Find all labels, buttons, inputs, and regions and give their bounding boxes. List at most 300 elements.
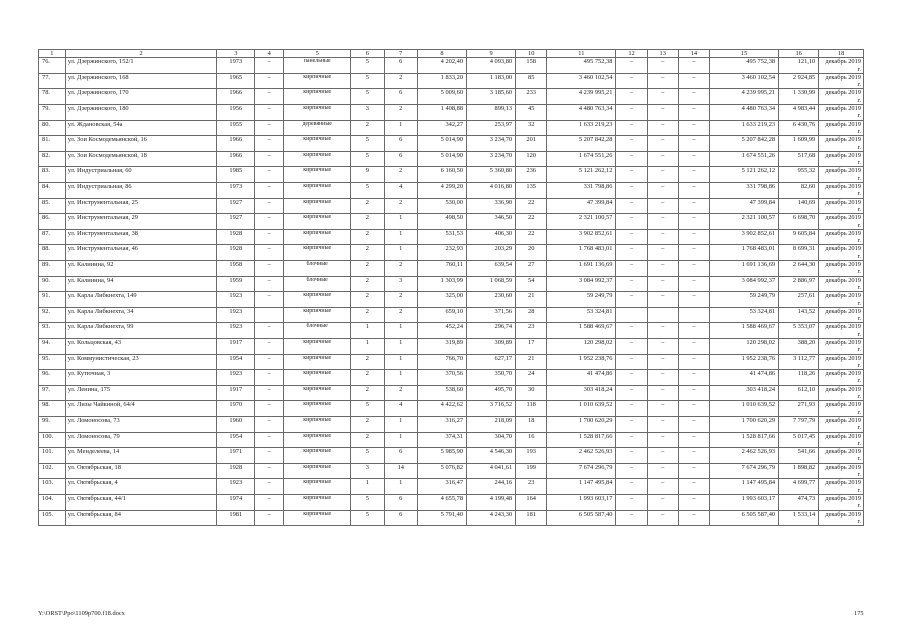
floors-cell: 2 [351, 292, 384, 308]
living-area-cell: 639,54 [467, 261, 516, 277]
floors-cell: 2 [351, 245, 384, 261]
table-row [39, 229, 864, 245]
wall-material-cell: кирпичные [284, 510, 351, 526]
entrances-cell: 1 [384, 323, 417, 339]
table-row [39, 89, 864, 105]
total-cost-cell: 1 993 603,17 [547, 494, 616, 510]
wall-material-cell: кирпичные [284, 385, 351, 401]
owner-cost-cell: – [678, 338, 709, 354]
row-number-cell: 77. [39, 73, 66, 89]
completion-date-cell: декабрь 2019 г. [819, 323, 864, 339]
owner-cost-cell: – [678, 323, 709, 339]
owner-cost-cell: – [678, 416, 709, 432]
column-number-header: 13 [647, 50, 678, 58]
address-cell: ул. Октябрьская, 4 [65, 479, 217, 495]
build-year-cell: 1971 [217, 448, 255, 464]
document-path: Y:\ORST\Ppo\1109p700.f18.docx [38, 610, 125, 617]
owner-cost-cell: – [678, 198, 709, 214]
capital-cost-cell: 1 633 219,23 [710, 120, 779, 136]
entrances-cell: 1 [384, 370, 417, 386]
wall-material-cell: кирпичные [284, 338, 351, 354]
living-area-cell: 5 360,80 [467, 167, 516, 183]
living-area-cell: 899,13 [467, 105, 516, 121]
capital-cost-cell: 6 505 587,40 [710, 510, 779, 526]
year-reconstruction-cell: – [255, 323, 284, 339]
cost-per-sqm-cell: 3 112,77 [779, 354, 819, 370]
total-area-cell: 232,93 [418, 245, 467, 261]
living-area-cell: 3 716,52 [467, 401, 516, 417]
wall-material-cell: кирпичные [284, 89, 351, 105]
residents-cell: 21 [516, 354, 547, 370]
entrances-cell: 2 [384, 307, 417, 323]
row-number-cell: 81. [39, 136, 66, 152]
total-area-cell: 316,47 [418, 479, 467, 495]
year-reconstruction-cell: – [255, 229, 284, 245]
year-reconstruction-cell: – [255, 276, 284, 292]
floors-cell: 5 [351, 151, 384, 167]
table-row [39, 416, 864, 432]
column-number-header: 5 [284, 50, 351, 58]
completion-date-cell: декабрь 2019 г. [819, 183, 864, 199]
cost-per-sqm-cell: 612,10 [779, 385, 819, 401]
entrances-cell: 1 [384, 354, 417, 370]
residents-cell: 30 [516, 385, 547, 401]
budget-cost-cell: – [647, 432, 678, 448]
address-cell: ул. Инструментальная, 29 [65, 214, 217, 230]
cost-per-sqm-cell: 2 886,97 [779, 276, 819, 292]
row-number-cell: 94. [39, 338, 66, 354]
total-cost-cell: 1 674 551,26 [547, 151, 616, 167]
build-year-cell: 1923 [217, 307, 255, 323]
year-reconstruction-cell: – [255, 198, 284, 214]
total-cost-cell: 1 952 238,76 [547, 354, 616, 370]
address-cell: ул. Калинина, 94 [65, 276, 217, 292]
living-area-cell: 4 546,30 [467, 448, 516, 464]
year-reconstruction-cell: – [255, 214, 284, 230]
fund-cost-cell: – [616, 292, 647, 308]
capital-cost-cell: 495 752,38 [710, 58, 779, 74]
capital-cost-cell: 1 691 136,69 [710, 261, 779, 277]
fund-cost-cell: – [616, 448, 647, 464]
completion-date-cell: декабрь 2019 г. [819, 510, 864, 526]
budget-cost-cell: – [647, 370, 678, 386]
total-cost-cell: 2 321 100,57 [547, 214, 616, 230]
owner-cost-cell: – [678, 120, 709, 136]
completion-date-cell: декабрь 2019 г. [819, 245, 864, 261]
residents-cell: 199 [516, 463, 547, 479]
budget-cost-cell: – [647, 261, 678, 277]
living-area-cell: 495,70 [467, 385, 516, 401]
cost-per-sqm-cell: 2 924,85 [779, 73, 819, 89]
fund-cost-cell: – [616, 510, 647, 526]
column-number-header: 9 [467, 50, 516, 58]
entrances-cell: 1 [384, 479, 417, 495]
budget-cost-cell: – [647, 214, 678, 230]
fund-cost-cell: – [616, 151, 647, 167]
address-cell: ул. Ленина, 175 [65, 385, 217, 401]
budget-cost-cell: – [647, 167, 678, 183]
entrances-cell: 1 [384, 416, 417, 432]
wall-material-cell: кирпичные [284, 229, 351, 245]
year-reconstruction-cell: – [255, 183, 284, 199]
total-cost-cell: 5 207 842,28 [547, 136, 616, 152]
entrances-cell: 1 [384, 120, 417, 136]
wall-material-cell: кирпичные [284, 416, 351, 432]
row-number-cell: 78. [39, 89, 66, 105]
table-row [39, 338, 864, 354]
row-number-cell: 91. [39, 292, 66, 308]
year-reconstruction-cell: – [255, 510, 284, 526]
owner-cost-cell: – [678, 183, 709, 199]
living-area-cell: 3 185,60 [467, 89, 516, 105]
address-cell: ул. Дзержинского, 170 [65, 89, 217, 105]
floors-cell: 2 [351, 120, 384, 136]
residents-cell: 135 [516, 183, 547, 199]
fund-cost-cell: – [616, 89, 647, 105]
budget-cost-cell: – [647, 229, 678, 245]
total-area-cell: 530,00 [418, 198, 467, 214]
floors-cell: 2 [351, 261, 384, 277]
budget-cost-cell: – [647, 494, 678, 510]
residents-cell: 45 [516, 105, 547, 121]
cost-per-sqm-cell: 143,52 [779, 307, 819, 323]
cost-per-sqm-cell: 1 533,14 [779, 510, 819, 526]
completion-date-cell: декабрь 2019 г. [819, 494, 864, 510]
table-row [39, 276, 864, 292]
column-number-row [39, 50, 864, 58]
wall-material-cell: кирпичные [284, 432, 351, 448]
row-number-cell: 102. [39, 463, 66, 479]
table-row [39, 183, 864, 199]
wall-material-cell: кирпичные [284, 307, 351, 323]
build-year-cell: 1985 [217, 167, 255, 183]
residents-cell: 22 [516, 214, 547, 230]
address-cell: ул. Менделеева, 14 [65, 448, 217, 464]
year-reconstruction-cell: – [255, 401, 284, 417]
address-cell: ул. Ждановская, 54а [65, 120, 217, 136]
floors-cell: 2 [351, 416, 384, 432]
residents-cell: 21 [516, 292, 547, 308]
budget-cost-cell: – [647, 198, 678, 214]
build-year-cell: 1927 [217, 198, 255, 214]
table-row [39, 292, 864, 308]
row-number-cell: 87. [39, 229, 66, 245]
owner-cost-cell: – [678, 494, 709, 510]
year-reconstruction-cell [255, 307, 284, 323]
cost-per-sqm-cell: 1 609,99 [779, 136, 819, 152]
entrances-cell: 6 [384, 136, 417, 152]
address-cell: ул. Карла Либкнехта, 34 [65, 307, 217, 323]
wall-material-cell: кирпичные [284, 494, 351, 510]
completion-date-cell: декабрь 2019 г. [819, 416, 864, 432]
owner-cost-cell: – [678, 245, 709, 261]
entrances-cell: 6 [384, 89, 417, 105]
wall-material-cell: деревянные [284, 120, 351, 136]
table-row [39, 448, 864, 464]
entrances-cell: 6 [384, 510, 417, 526]
fund-cost-cell: – [616, 58, 647, 74]
owner-cost-cell: – [678, 401, 709, 417]
completion-date-cell: декабрь 2019 г. [819, 385, 864, 401]
table-row [39, 307, 864, 323]
build-year-cell: 1973 [217, 58, 255, 74]
table-row [39, 105, 864, 121]
owner-cost-cell: – [678, 354, 709, 370]
capital-cost-cell: 2 321 100,57 [710, 214, 779, 230]
table-body [39, 58, 864, 526]
completion-date-cell: декабрь 2019 г. [819, 73, 864, 89]
address-cell: ул. Инструментальная, 25 [65, 198, 217, 214]
budget-cost-cell: – [647, 73, 678, 89]
wall-material-cell: кирпичные [284, 105, 351, 121]
cost-per-sqm-cell: 388,20 [779, 338, 819, 354]
address-cell: ул. Дзержинского, 152/1 [65, 58, 217, 74]
cost-per-sqm-cell: 4 983,44 [779, 105, 819, 121]
table-row [39, 354, 864, 370]
year-reconstruction-cell: – [255, 105, 284, 121]
fund-cost-cell: – [616, 198, 647, 214]
owner-cost-cell: – [678, 136, 709, 152]
living-area-cell: 1 068,59 [467, 276, 516, 292]
total-area-cell: 659,10 [418, 307, 467, 323]
cost-per-sqm-cell: 5 353,07 [779, 323, 819, 339]
living-area-cell: 350,70 [467, 370, 516, 386]
floors-cell: 2 [351, 370, 384, 386]
wall-material-cell: кирпичные [284, 245, 351, 261]
column-number-header: 6 [351, 50, 384, 58]
column-number-header: 8 [418, 50, 467, 58]
fund-cost-cell: – [616, 261, 647, 277]
budget-cost-cell: – [647, 510, 678, 526]
total-area-cell: 4 202,40 [418, 58, 467, 74]
living-area-cell: 304,70 [467, 432, 516, 448]
year-reconstruction-cell: – [255, 245, 284, 261]
wall-material-cell: кирпичные [284, 214, 351, 230]
budget-cost-cell: – [647, 136, 678, 152]
year-reconstruction-cell: – [255, 136, 284, 152]
living-area-cell: 627,17 [467, 354, 516, 370]
wall-material-cell: кирпичные [284, 401, 351, 417]
wall-material-cell: кирпичные [284, 136, 351, 152]
total-cost-cell: 3 460 102,54 [547, 73, 616, 89]
entrances-cell: 2 [384, 105, 417, 121]
capital-cost-cell: 120 298,02 [710, 338, 779, 354]
address-cell: ул. Кутючная, 3 [65, 370, 217, 386]
cost-per-sqm-cell: 1 898,82 [779, 463, 819, 479]
build-year-cell: 1923 [217, 479, 255, 495]
fund-cost-cell [616, 307, 647, 323]
address-cell: ул. Калинина, 92 [65, 261, 217, 277]
budget-cost-cell [647, 307, 678, 323]
capital-cost-cell: 5 207 842,28 [710, 136, 779, 152]
completion-date-cell: декабрь 2019 г. [819, 401, 864, 417]
row-number-cell: 103. [39, 479, 66, 495]
capital-cost-cell: 1 528 817,66 [710, 432, 779, 448]
fund-cost-cell: – [616, 276, 647, 292]
owner-cost-cell: – [678, 229, 709, 245]
budget-cost-cell: – [647, 401, 678, 417]
fund-cost-cell: – [616, 73, 647, 89]
year-reconstruction-cell: – [255, 494, 284, 510]
owner-cost-cell: – [678, 479, 709, 495]
total-cost-cell: 1 691 136,69 [547, 261, 616, 277]
build-year-cell: 1981 [217, 510, 255, 526]
budget-cost-cell: – [647, 338, 678, 354]
owner-cost-cell: – [678, 463, 709, 479]
capital-cost-cell: 1 700 620,29 [710, 416, 779, 432]
total-cost-cell: 5 121 262,12 [547, 167, 616, 183]
floors-cell: 2 [351, 385, 384, 401]
year-reconstruction-cell: – [255, 73, 284, 89]
table-row [39, 167, 864, 183]
fund-cost-cell: – [616, 416, 647, 432]
fund-cost-cell: – [616, 120, 647, 136]
owner-cost-cell [678, 307, 709, 323]
page-number: 175 [854, 610, 864, 617]
floors-cell: 2 [351, 229, 384, 245]
cost-per-sqm-cell: 82,60 [779, 183, 819, 199]
wall-material-cell: кирпичные [284, 448, 351, 464]
residents-cell: 201 [516, 136, 547, 152]
row-number-cell: 76. [39, 58, 66, 74]
total-area-cell: 342,27 [418, 120, 467, 136]
residents-cell: 18 [516, 416, 547, 432]
budget-cost-cell: – [647, 448, 678, 464]
build-year-cell: 1966 [217, 151, 255, 167]
year-reconstruction-cell: – [255, 89, 284, 105]
total-cost-cell: 1 633 219,23 [547, 120, 616, 136]
entrances-cell: 1 [384, 432, 417, 448]
row-number-cell: 83. [39, 167, 66, 183]
fund-cost-cell: – [616, 229, 647, 245]
total-area-cell: 531,53 [418, 229, 467, 245]
entrances-cell: 2 [384, 292, 417, 308]
owner-cost-cell: – [678, 510, 709, 526]
floors-cell: 2 [351, 354, 384, 370]
total-area-cell: 5 076,82 [418, 463, 467, 479]
owner-cost-cell: – [678, 370, 709, 386]
residents-cell: 236 [516, 167, 547, 183]
living-area-cell: 346,50 [467, 214, 516, 230]
living-area-cell: 4 041,61 [467, 463, 516, 479]
floors-cell: 3 [351, 105, 384, 121]
living-area-cell: 296,74 [467, 323, 516, 339]
total-cost-cell: 7 674 296,79 [547, 463, 616, 479]
row-number-cell: 84. [39, 183, 66, 199]
year-reconstruction-cell: – [255, 120, 284, 136]
completion-date-cell: декабрь 2019 г. [819, 338, 864, 354]
year-reconstruction-cell: – [255, 463, 284, 479]
capital-cost-cell: 7 674 296,79 [710, 463, 779, 479]
living-area-cell: 336,90 [467, 198, 516, 214]
completion-date-cell: декабрь 2019 г. [819, 292, 864, 308]
entrances-cell: 1 [384, 245, 417, 261]
capital-cost-cell: 3 902 852,61 [710, 229, 779, 245]
fund-cost-cell: – [616, 183, 647, 199]
address-cell: ул. Индустриальная, 86 [65, 183, 217, 199]
completion-date-cell: декабрь 2019 г. [819, 89, 864, 105]
total-cost-cell: 1 700 620,29 [547, 416, 616, 432]
year-reconstruction-cell: – [255, 385, 284, 401]
floors-cell: 2 [351, 276, 384, 292]
table-row [39, 58, 864, 74]
total-area-cell: 374,31 [418, 432, 467, 448]
total-cost-cell: 4 239 995,21 [547, 89, 616, 105]
total-cost-cell: 6 505 587,40 [547, 510, 616, 526]
cost-per-sqm-cell: 517,68 [779, 151, 819, 167]
column-number-header: 4 [255, 50, 284, 58]
total-cost-cell: 1 528 817,66 [547, 432, 616, 448]
floors-cell: 1 [351, 479, 384, 495]
residents-cell: 23 [516, 479, 547, 495]
residents-cell: 23 [516, 323, 547, 339]
budget-cost-cell: – [647, 105, 678, 121]
completion-date-cell: декабрь 2019 г. [819, 276, 864, 292]
residents-cell: 164 [516, 494, 547, 510]
year-reconstruction-cell: – [255, 338, 284, 354]
total-area-cell: 370,56 [418, 370, 467, 386]
wall-material-cell: кирпичные [284, 463, 351, 479]
completion-date-cell: декабрь 2019 г. [819, 261, 864, 277]
table-row [39, 261, 864, 277]
living-area-cell: 3 234,70 [467, 151, 516, 167]
row-number-cell: 90. [39, 276, 66, 292]
column-number-header: 15 [710, 50, 779, 58]
table-row [39, 73, 864, 89]
floors-cell: 2 [351, 432, 384, 448]
total-area-cell: 6 160,50 [418, 167, 467, 183]
address-cell: ул. Инструментальная, 46 [65, 245, 217, 261]
capital-cost-cell: 1 993 603,17 [710, 494, 779, 510]
residents-cell: 120 [516, 151, 547, 167]
address-cell: ул. Индустриальная, 60 [65, 167, 217, 183]
address-cell: ул. Ломоносова, 79 [65, 432, 217, 448]
residents-cell: 118 [516, 401, 547, 417]
fund-cost-cell: – [616, 401, 647, 417]
row-number-cell: 86. [39, 214, 66, 230]
wall-material-cell: кирпичные [284, 183, 351, 199]
completion-date-cell: декабрь 2019 г. [819, 58, 864, 74]
owner-cost-cell: – [678, 214, 709, 230]
build-year-cell: 1959 [217, 276, 255, 292]
budget-cost-cell: – [647, 183, 678, 199]
budget-cost-cell: – [647, 151, 678, 167]
total-area-cell: 5 014,90 [418, 151, 467, 167]
residents-cell: 22 [516, 229, 547, 245]
build-year-cell: 1958 [217, 261, 255, 277]
address-cell: ул. Коммунистическая, 23 [65, 354, 217, 370]
cost-per-sqm-cell: 140,69 [779, 198, 819, 214]
entrances-cell: 6 [384, 58, 417, 74]
capital-cost-cell: 2 462 526,93 [710, 448, 779, 464]
build-year-cell: 1927 [217, 214, 255, 230]
total-cost-cell: 59 249,79 [547, 292, 616, 308]
year-reconstruction-cell: – [255, 479, 284, 495]
fund-cost-cell: – [616, 167, 647, 183]
address-cell: ул. Карла Либкнехта, 99 [65, 323, 217, 339]
budget-cost-cell: – [647, 385, 678, 401]
capital-cost-cell: 1 952 238,76 [710, 354, 779, 370]
completion-date-cell: декабрь 2019 г. [819, 214, 864, 230]
address-cell: ул. Октябрьская, 84 [65, 510, 217, 526]
completion-date-cell: декабрь 2019 г. [819, 167, 864, 183]
row-number-cell: 79. [39, 105, 66, 121]
total-cost-cell: 1 768 483,01 [547, 245, 616, 261]
entrances-cell: 2 [384, 167, 417, 183]
living-area-cell: 371,56 [467, 307, 516, 323]
wall-material-cell: блочные [284, 323, 351, 339]
residents-cell: 54 [516, 276, 547, 292]
